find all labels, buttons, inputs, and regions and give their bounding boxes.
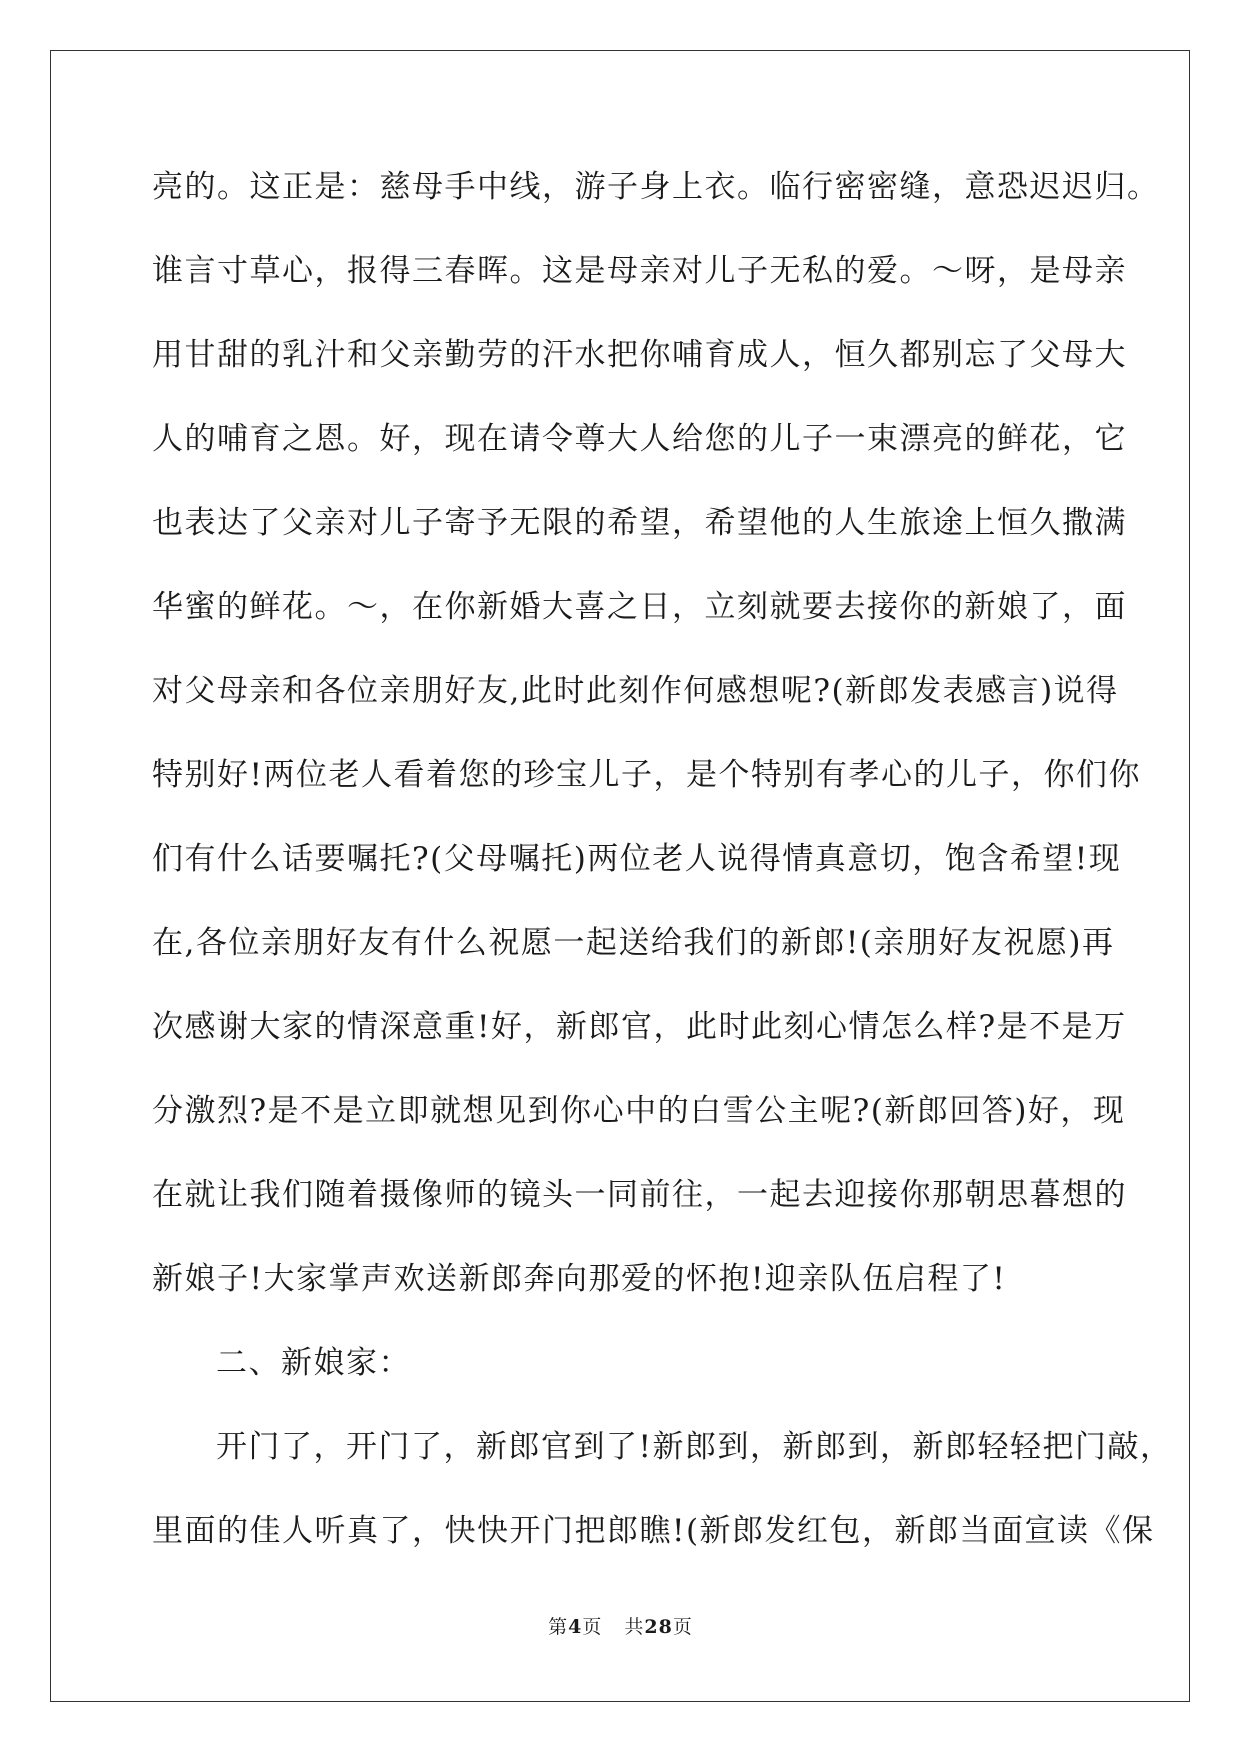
section-heading: 二、新娘家：	[216, 1345, 411, 1381]
text-line: 谁言寸草心，报得三春晖。这是母亲对儿子无私的爱。～呀，是母亲	[152, 253, 1127, 289]
text-line: 次感谢大家的情深意重!好，新郎官，此时此刻心情怎么样?是不是万	[152, 1009, 1127, 1045]
page-mid: 页	[582, 1616, 603, 1638]
text-line: 里面的佳人听真了，快快开门把郎瞧!(新郎发红包，新郎当面宣读《保	[152, 1513, 1155, 1549]
text-line: 人的哺育之恩。好，现在请令尊大人给您的儿子一束漂亮的鲜花，它	[152, 421, 1127, 457]
page-footer	[0, 1612, 1241, 1639]
total-suffix: 页	[672, 1616, 693, 1638]
page-prefix: 第	[548, 1616, 569, 1638]
text-line: 新娘子!大家掌声欢送新郎奔向那爱的怀抱!迎亲队伍启程了!	[152, 1261, 1007, 1297]
text-line: 亮的。这正是：慈母手中线，游子身上衣。临行密密缝，意恐迟迟归。	[152, 169, 1160, 205]
text-line: 用甘甜的乳汁和父亲勤劳的汗水把你哺育成人，恒久都别忘了父母大	[152, 337, 1127, 373]
total-prefix: 共	[624, 1616, 645, 1638]
text-line: 开门了，开门了，新郎官到了!新郎到，新郎到，新郎轻轻把门敲，	[216, 1429, 1173, 1465]
text-line: 在就让我们随着摄像师的镜头一同前往，一起去迎接你那朝思暮想的	[152, 1177, 1127, 1213]
text-line: 也表达了父亲对儿子寄予无限的希望，希望他的人生旅途上恒久撒满	[152, 505, 1127, 541]
text-line: 在,各位亲朋好友有什么祝愿一起送给我们的新郎!(亲朋好友祝愿)再	[152, 925, 1115, 961]
text-line: 分激烈?是不是立即就想见到你心中的白雪公主呢?(新郎回答)好，现	[152, 1093, 1126, 1129]
document-body	[152, 160, 1173, 1588]
page-current: 4	[568, 1616, 583, 1638]
text-line: 特别好!两位老人看着您的珍宝儿子，是个特别有孝心的儿子，你们你	[152, 757, 1141, 793]
page-total: 28	[644, 1616, 673, 1638]
text-line: 们有什么话要嘱托?(父母嘱托)两位老人说得情真意切，饱含希望!现	[152, 841, 1122, 877]
text-line: 华蜜的鲜花。～，在你新婚大喜之日，立刻就要去接你的新娘了，面	[152, 589, 1127, 625]
text-line: 对父母亲和各位亲朋好友,此时此刻作何感想呢?(新郎发表感言)说得	[152, 673, 1119, 709]
